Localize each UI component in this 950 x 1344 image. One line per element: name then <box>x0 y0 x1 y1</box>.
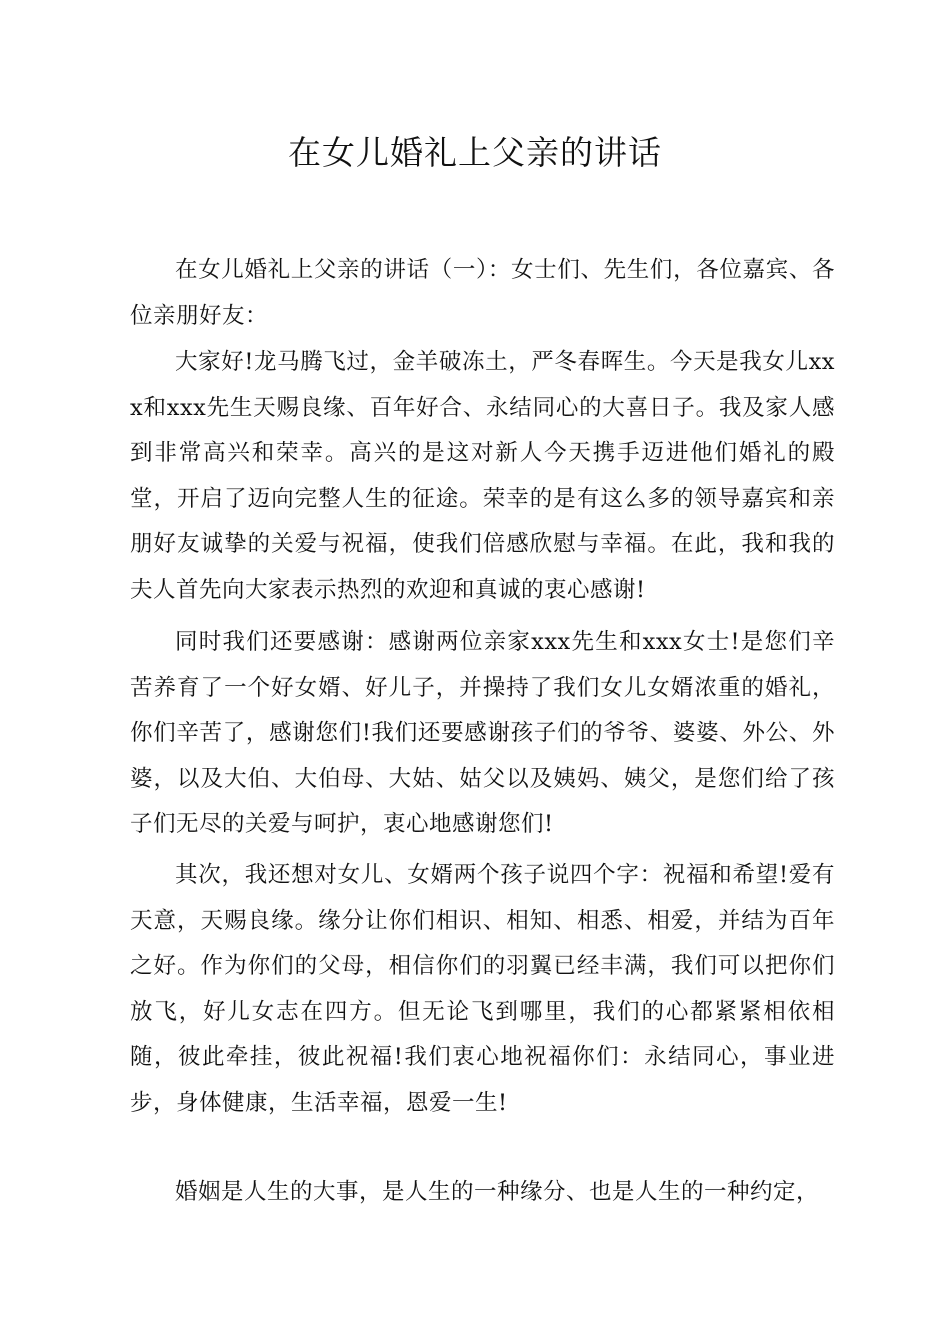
paragraph-thanks: 同时我们还要感谢：感谢两位亲家xxx先生和xxx女士!是您们辛苦养育了一个好女婿、好儿子，并操持了我们女儿女婿浓重的婚礼，你们辛苦了，感谢您们!我们还要感谢孩子们的爷爷、婆婆、外公、外婆，以及大伯、大伯母、大姑、姑父以及姨妈、姨父，是您们给了孩子们无尽的关爱与呵护，衷心地感谢您们! <box>130 629 835 837</box>
document-title: 在女儿婚礼上父亲的讲话 <box>288 133 662 172</box>
paragraph-greeting: 在女儿婚礼上父亲的讲话（一）：女士们、先生们，各位嘉宾、各位亲朋好友： <box>130 257 835 329</box>
paragraph-welcome: 大家好!龙马腾飞过，金羊破冻土，严冬春晖生。今天是我女儿xxx和xxx先生天赐良缘、百年好合、永结同心的大喜日子。我及家人感到非常高兴和荣幸。高兴的是这对新人今天携手迈进他们婚礼的殿堂，开启了迈向完整人生的征途。荣幸的是有这么多的领导嘉宾和亲朋好友诚挚的关爱与祝福，使我们倍感欣慰与幸福。在此，我和我的夫人首先向大家表示热烈的欢迎和真诚的衷心感谢! <box>130 349 835 603</box>
paragraph-blessing: 其次，我还想对女儿、女婿两个孩子说四个字：祝福和希望!爱有天意，天赐良缘。缘分让你们相识、相知、相悉、相爱，并结为百年之好。作为你们的父母，相信你们的羽翼已经丰满，我们可以把你们放飞，好儿女志在四方。但无论飞到哪里，我们的心都紧紧相依相随，彼此牵挂，彼此祝福!我们衷心地祝福你们：永结同心，事业进步，身体健康，生活幸福，恩爱一生! <box>130 862 835 1116</box>
paragraph-marriage: 婚姻是人生的大事，是人生的一种缘分、也是人生的一种约定， <box>175 1179 820 1205</box>
